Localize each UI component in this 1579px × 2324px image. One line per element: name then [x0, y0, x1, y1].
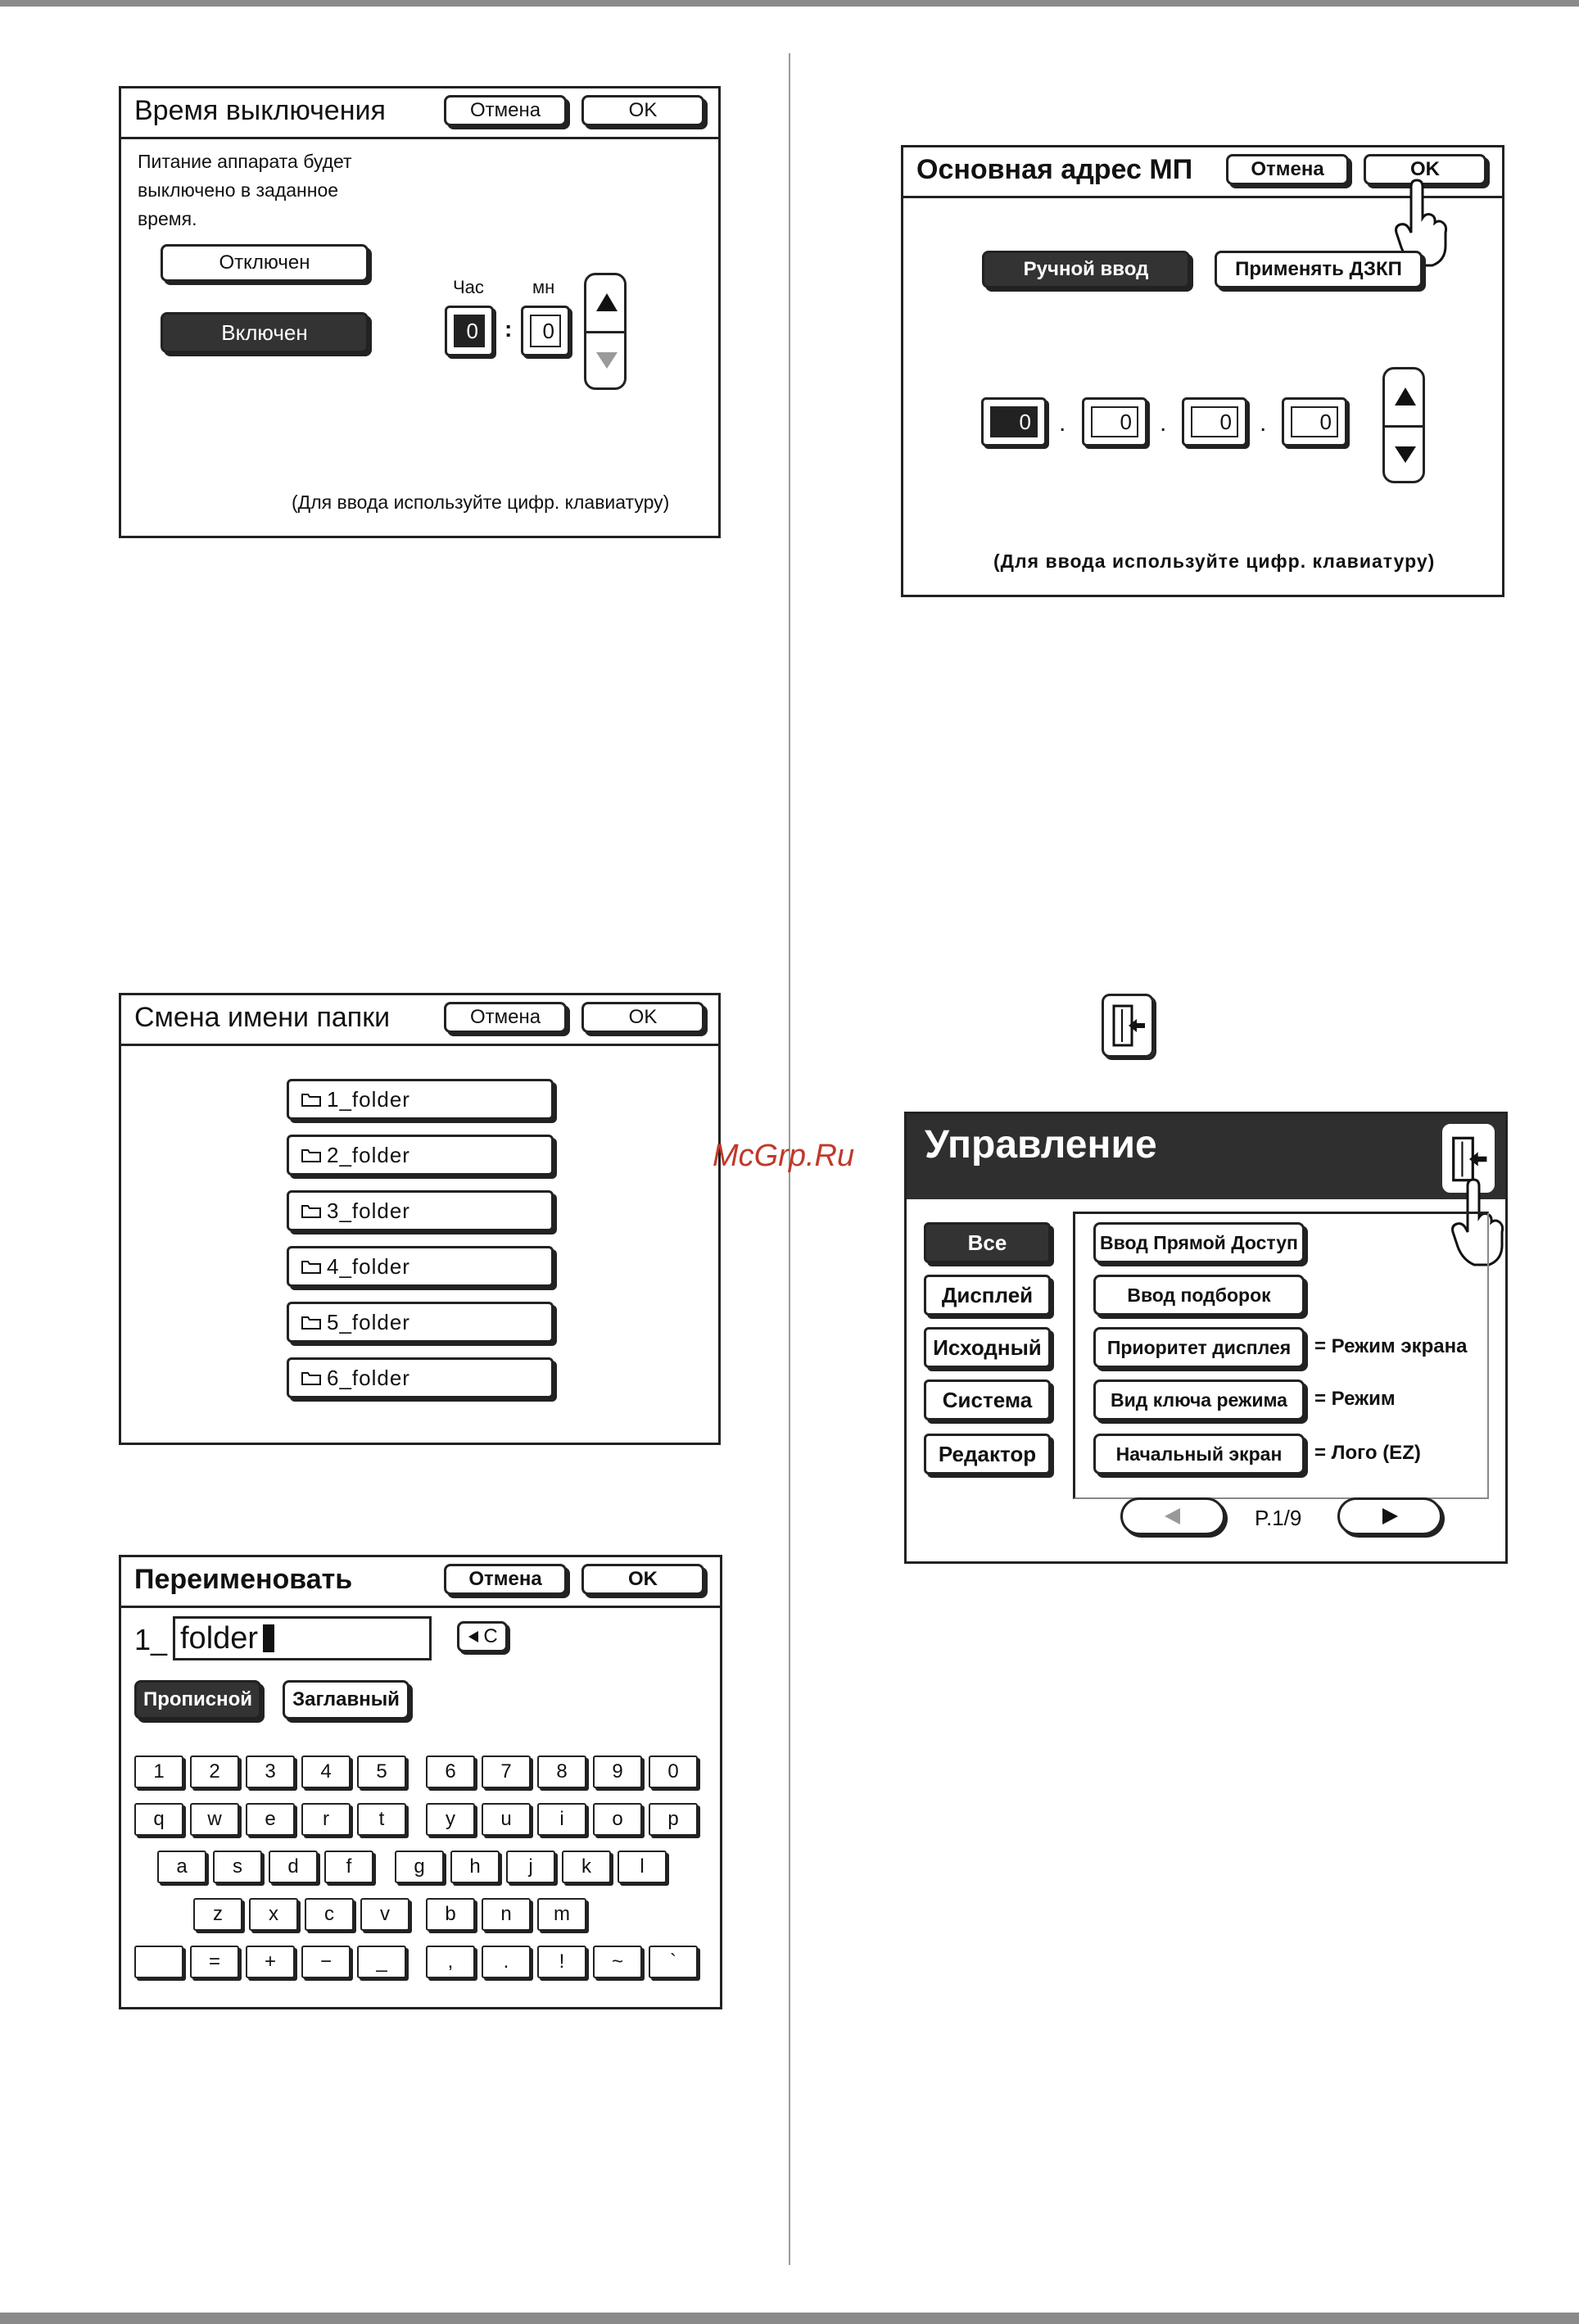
keyboard-key[interactable]: i — [537, 1803, 586, 1836]
arrow-down-icon[interactable] — [1393, 442, 1418, 466]
setting-button[interactable]: Начальный экран — [1093, 1434, 1305, 1475]
keyboard-key[interactable]: q — [134, 1803, 183, 1836]
keyboard-key[interactable]: + — [246, 1946, 295, 1978]
keyboard-key[interactable]: _ — [357, 1946, 406, 1978]
ok-button[interactable]: OK — [581, 95, 704, 126]
hour-value: 0 — [454, 315, 485, 347]
setting-value: = Режим экрана — [1314, 1335, 1468, 1357]
keyboard-key[interactable]: l — [618, 1851, 667, 1883]
setting-button[interactable]: Ввод подборок — [1093, 1275, 1305, 1316]
minute-field[interactable] — [521, 306, 570, 356]
cancel-button[interactable]: Отмена — [444, 95, 567, 126]
ip-octet-field[interactable] — [981, 397, 1047, 446]
folder-item[interactable] — [287, 1079, 554, 1120]
ip-octet-field[interactable] — [1282, 397, 1347, 446]
category-button[interactable]: Редактор — [924, 1434, 1051, 1475]
keyboard-key[interactable]: 6 — [426, 1755, 475, 1788]
arrow-up-icon[interactable] — [1393, 384, 1418, 409]
admin-screen — [904, 1112, 1508, 1564]
keyboard-key[interactable]: 7 — [482, 1755, 531, 1788]
ok-button[interactable]: OK — [1364, 154, 1486, 185]
setting-value: = Лого (EZ) — [1314, 1442, 1421, 1464]
folder-icon — [301, 1314, 322, 1330]
keyboard-key[interactable]: o — [593, 1803, 642, 1836]
category-button[interactable]: Исходный — [924, 1327, 1051, 1368]
keyboard-key[interactable]: p — [649, 1803, 698, 1836]
keyboard-key[interactable]: ! — [537, 1946, 586, 1978]
keyboard-key[interactable]: s — [213, 1851, 262, 1883]
keyboard-key[interactable]: f — [324, 1851, 373, 1883]
keyboard-key[interactable]: n — [482, 1898, 531, 1931]
name-input[interactable] — [173, 1616, 432, 1660]
folder-item[interactable] — [287, 1357, 554, 1398]
arrow-left-icon — [1162, 1506, 1183, 1527]
arrow-down-icon[interactable] — [595, 347, 619, 372]
category-button[interactable]: Все — [924, 1222, 1051, 1263]
minute-label: мн — [532, 277, 555, 297]
hour-field[interactable] — [445, 306, 494, 356]
keyboard-key[interactable]: ~ — [593, 1946, 642, 1978]
keyboard-key[interactable]: ` — [649, 1946, 698, 1978]
folder-icon — [301, 1147, 322, 1163]
backspace-label: C — [483, 1625, 498, 1647]
keyboard-key[interactable]: a — [157, 1851, 206, 1883]
dialog-header — [121, 88, 718, 139]
name-input-value: folder — [180, 1620, 259, 1656]
category-button[interactable]: Система — [924, 1379, 1051, 1420]
admin-header — [907, 1114, 1505, 1199]
capital-button[interactable]: Заглавный — [283, 1680, 409, 1719]
keyboard-key[interactable]: m — [537, 1898, 586, 1931]
exit-door-icon — [1450, 1135, 1489, 1184]
admin-title: Управление — [925, 1123, 1157, 1167]
time-colon: : — [504, 316, 513, 342]
value-stepper[interactable] — [584, 273, 627, 390]
folder-icon — [301, 1370, 322, 1386]
folder-name: 6_folder — [327, 1365, 410, 1390]
keyboard-key[interactable]: y — [426, 1803, 475, 1836]
arrow-right-icon — [1379, 1506, 1400, 1527]
page-indicator: P.1/9 — [1255, 1506, 1302, 1530]
keyboard-key[interactable]: 1 — [134, 1755, 183, 1788]
setting-value: = Режим — [1314, 1388, 1396, 1410]
minute-value: 0 — [530, 315, 561, 347]
folder-item[interactable] — [287, 1302, 554, 1343]
name-prefix: 1_ — [134, 1623, 168, 1656]
keyboard-key[interactable]: u — [482, 1803, 531, 1836]
folder-icon — [301, 1203, 322, 1219]
folder-name: 2_folder — [327, 1142, 410, 1167]
cancel-button[interactable]: Отмена — [444, 1564, 567, 1595]
keyboard-key[interactable]: 9 — [593, 1755, 642, 1788]
rename-dialog — [119, 1555, 722, 2009]
dialog-title: Основная адрес МП — [916, 154, 1193, 185]
keyboard-key[interactable]: v — [360, 1898, 409, 1931]
ip-octet-value: 0 — [1091, 406, 1138, 437]
description-line: Питание аппарата будет — [138, 151, 352, 172]
dialog-header — [121, 1557, 720, 1608]
top-border — [0, 0, 1579, 7]
cancel-button[interactable]: Отмена — [444, 1002, 567, 1033]
text-cursor — [263, 1624, 274, 1652]
keyboard-key[interactable]: 8 — [537, 1755, 586, 1788]
next-page-button[interactable] — [1337, 1497, 1442, 1535]
ip-dot: . — [1059, 410, 1066, 437]
folder-rename-dialog — [119, 993, 721, 1445]
value-stepper[interactable] — [1382, 367, 1425, 483]
keyboard-key[interactable]: 2 — [190, 1755, 239, 1788]
keyboard-key[interactable]: j — [506, 1851, 555, 1883]
keyboard-key[interactable]: g — [395, 1851, 444, 1883]
keyboard-key[interactable]: 4 — [301, 1755, 351, 1788]
ip-octet-value: 0 — [1191, 406, 1238, 437]
keyboard-key[interactable]: e — [246, 1803, 295, 1836]
keyboard-key[interactable]: w — [190, 1803, 239, 1836]
on-button[interactable]: Включен — [161, 312, 369, 353]
category-button[interactable]: Дисплей — [924, 1275, 1051, 1316]
description — [138, 147, 352, 233]
ok-button[interactable]: OK — [581, 1002, 704, 1033]
uppercase-button[interactable]: Прописной — [134, 1680, 261, 1719]
keyboard-key[interactable]: d — [269, 1851, 318, 1883]
ok-button[interactable]: OK — [581, 1564, 704, 1595]
bottom-border — [0, 2313, 1579, 2324]
shutdown-dialog — [119, 86, 721, 538]
keyboard-key[interactable]: b — [426, 1898, 475, 1931]
keyboard-key[interactable]: z — [193, 1898, 242, 1931]
description-line: выключено в заданное — [138, 179, 339, 201]
ip-dot: . — [1160, 410, 1167, 437]
dialog-title: Переименовать — [134, 1564, 353, 1595]
folder-name: 5_folder — [327, 1309, 410, 1334]
keyboard-key[interactable]: h — [450, 1851, 500, 1883]
folder-name: 4_folder — [327, 1253, 410, 1279]
ip-octet-value: 0 — [990, 406, 1038, 437]
keyboard-key[interactable]: t — [357, 1803, 406, 1836]
ip-octet-field[interactable] — [1082, 397, 1147, 446]
keyboard-key[interactable]: 3 — [246, 1755, 295, 1788]
keyboard-key[interactable]: . — [482, 1946, 531, 1978]
folder-icon — [301, 1091, 322, 1108]
keyboard-key[interactable]: c — [305, 1898, 354, 1931]
stepper-separator — [586, 331, 624, 333]
ip-dot: . — [1260, 410, 1267, 437]
footer-hint: (Для ввода используйте цифр. клавиатуру) — [993, 550, 1436, 572]
ip-octet-value: 0 — [1291, 406, 1338, 437]
arrow-up-icon[interactable] — [595, 290, 619, 315]
dialog-header — [121, 995, 718, 1046]
folder-item[interactable] — [287, 1135, 554, 1176]
description-line: время. — [138, 208, 197, 229]
keyboard-key[interactable]: r — [301, 1803, 351, 1836]
keyboard-key[interactable]: − — [301, 1946, 351, 1978]
folder-icon — [301, 1258, 322, 1275]
backspace-button[interactable] — [457, 1621, 508, 1652]
footer-hint: (Для ввода используйте цифр. клавиатуру) — [292, 492, 670, 513]
keyboard-key[interactable]: k — [562, 1851, 611, 1883]
ip-address-dialog — [901, 145, 1504, 597]
use-dhcp-button[interactable]: Применять ДЗКП — [1215, 251, 1423, 288]
off-button[interactable]: Отключен — [161, 244, 369, 282]
ip-octet-field[interactable] — [1182, 397, 1247, 446]
keyboard-key[interactable]: , — [426, 1946, 475, 1978]
hour-label: Час — [453, 277, 484, 297]
setting-button[interactable]: Ввод Прямой Доступ — [1093, 1222, 1305, 1263]
prev-page-button[interactable] — [1120, 1497, 1225, 1535]
dialog-title: Смена имени папки — [134, 1002, 391, 1033]
folder-item[interactable] — [287, 1246, 554, 1287]
keyboard-key[interactable] — [134, 1946, 183, 1978]
stepper-separator — [1385, 425, 1423, 428]
folder-name: 3_folder — [327, 1198, 410, 1223]
cancel-button[interactable]: Отмена — [1226, 154, 1349, 185]
setting-button[interactable]: Вид ключа режима — [1093, 1379, 1305, 1420]
exit-button[interactable] — [1102, 994, 1154, 1058]
keyboard-key[interactable]: 0 — [649, 1755, 698, 1788]
folder-name: 1_folder — [327, 1086, 410, 1112]
keyboard-key[interactable]: 5 — [357, 1755, 406, 1788]
keyboard-key[interactable]: x — [249, 1898, 298, 1931]
backspace-arrow-icon — [467, 1630, 480, 1643]
manual-input-button[interactable]: Ручной ввод — [982, 251, 1190, 288]
dialog-title: Время выключения — [134, 95, 386, 126]
exit-door-icon — [1111, 1003, 1147, 1049]
folder-item[interactable] — [287, 1190, 554, 1231]
keyboard-key[interactable]: = — [190, 1946, 239, 1978]
setting-button[interactable]: Приоритет дисплея — [1093, 1327, 1305, 1368]
watermark: McGrp.Ru — [713, 1139, 855, 1173]
